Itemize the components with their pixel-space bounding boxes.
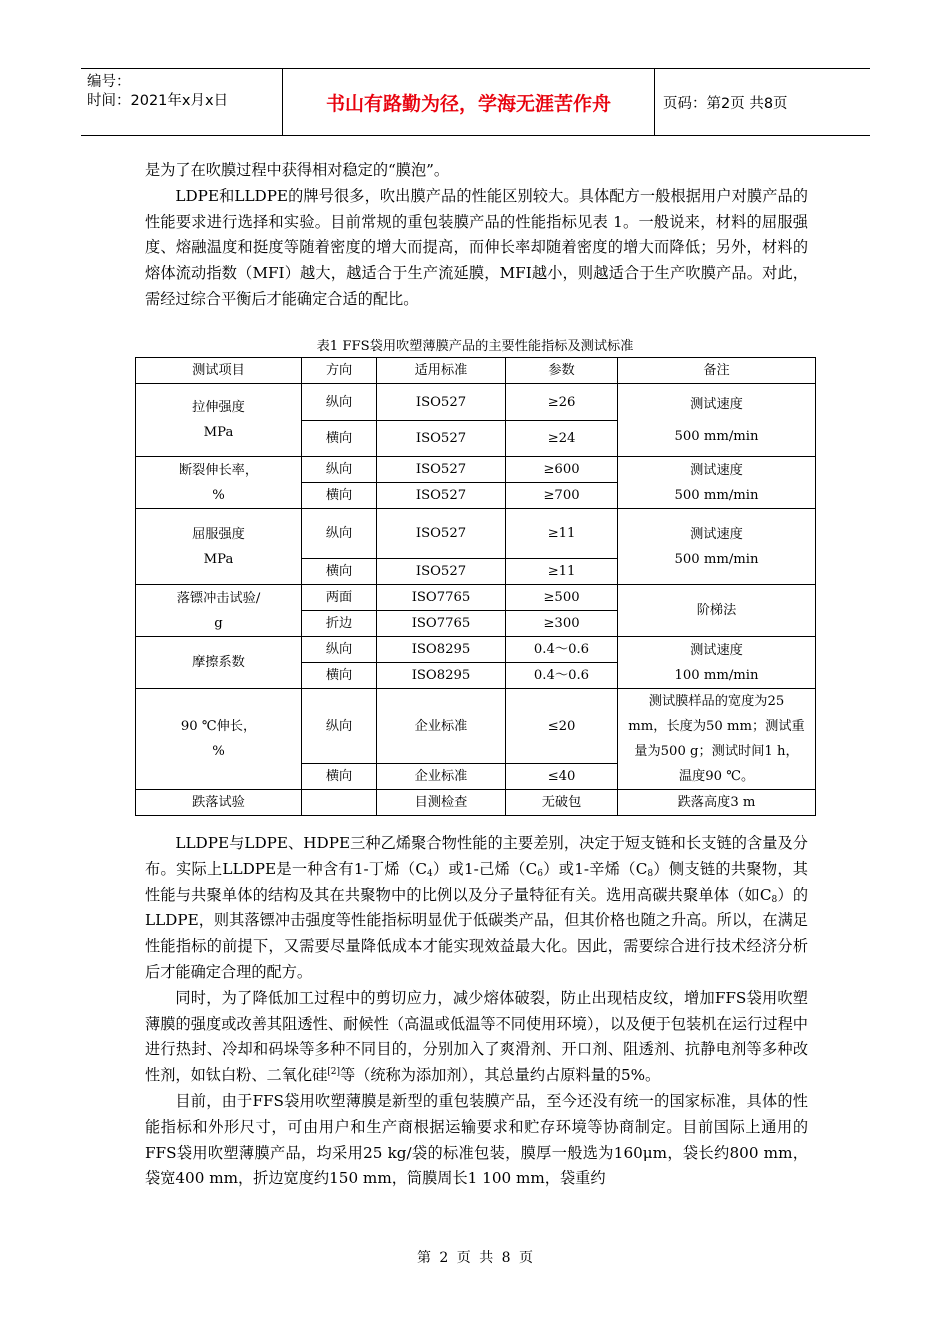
spec-table xyxy=(135,357,816,816)
note-line: mm，长度为50 mm；测试重 xyxy=(628,719,805,734)
note-line: 100 mm/min xyxy=(674,667,759,683)
table-cell: 纵向 xyxy=(302,384,377,421)
table-header-cell: 方向 xyxy=(302,358,377,384)
table-caption: 表1 FFS袋用吹塑薄膜产品的主要性能指标及测试标准 xyxy=(316,339,634,354)
table-cell-item xyxy=(136,689,302,790)
table-row xyxy=(136,457,816,483)
note-line: 500 mm/min xyxy=(674,551,759,567)
header-motto: 书山有路勤为径，学海无涯苦作舟 xyxy=(283,69,655,135)
table-cell: ISO527 xyxy=(377,457,506,483)
table-header-cell: 测试项目 xyxy=(136,358,302,384)
table-row xyxy=(136,689,816,764)
paragraph: 是为了在吹膜过程中获得相对稳定的“膜泡”。 xyxy=(145,161,450,179)
table-row xyxy=(136,384,816,421)
item-unit: MPa xyxy=(203,425,234,440)
table-cell: 无破包 xyxy=(506,790,618,816)
table-cell: 横向 xyxy=(302,559,377,585)
table-cell: ≥700 xyxy=(506,483,618,509)
text-run: LLDPE与LDPE、HDPE三种乙烯聚合物性能的主要差别，决定于短支链和长支链的含量及分布。实际上LLDPE是一种含有1-丁烯（C xyxy=(145,834,808,878)
table-cell: 企业标准 xyxy=(377,764,506,790)
header-page-info: 页码：第2页 共8页 xyxy=(663,95,788,112)
item-line: 拉伸强度 xyxy=(192,400,245,415)
table-cell: ISO527 xyxy=(377,384,506,421)
table-row xyxy=(136,585,816,611)
table-row xyxy=(136,637,816,663)
body-text-bottom xyxy=(145,831,808,1192)
table-cell: ≥24 xyxy=(506,421,618,457)
table-cell: 纵向 xyxy=(302,509,377,559)
table-cell: ISO527 xyxy=(377,559,506,585)
table-cell: ≤20 xyxy=(506,689,618,764)
item-line: 落镖冲击试验/ xyxy=(176,590,261,606)
item-unit: % xyxy=(212,744,225,759)
note-line: 测试膜样品的宽度为25 xyxy=(648,694,785,709)
table-header-cell: 备注 xyxy=(618,358,816,384)
table-cell: ISO8295 xyxy=(377,663,506,689)
note-line: 测试速度 xyxy=(690,642,743,658)
item-line: 断裂伸长率， xyxy=(178,462,259,478)
subscript: 8 xyxy=(647,868,654,879)
text-run: ）或1-辛烯（C xyxy=(542,859,648,878)
document-number-label: 编号： xyxy=(87,74,131,90)
table-cell-item xyxy=(136,585,302,637)
item-unit: MPa xyxy=(203,551,234,567)
table-cell: 横向 xyxy=(302,483,377,509)
table-cell: 目测检查 xyxy=(377,790,506,816)
table-cell: ≤40 xyxy=(506,764,618,790)
paragraph: LDPE和LLDPE的牌号很多，吹出膜产品的性能区别较大。具体配方一般根据用户对膜产品的性能要求进行选择和实验。目前常规的重包装膜产品的性能指标见表 1。一般说来，材料的屈服强度、熔融温度和挺度等随着密度的增大而提高，而伸长率却随着密度的增大而降低；另外，材料的熔体流动指数（MFI）越大，越适合于生产流延膜，MFI越小，则越适合于生产吹膜产品。对此，需经过综合平衡后才能确定合适的配比。 xyxy=(145,186,808,308)
note-line: 500 mm/min xyxy=(674,428,759,444)
table-row xyxy=(136,790,816,816)
body-text-top xyxy=(145,158,808,313)
note-line: 量为500 g；测试时间1 h， xyxy=(634,744,799,759)
table-cell-note xyxy=(618,637,816,689)
table-cell: ISO8295 xyxy=(377,637,506,663)
table-cell-item xyxy=(136,384,302,457)
table-cell: 折边 xyxy=(302,611,377,637)
table-cell: 横向 xyxy=(302,764,377,790)
table-cell: ISO527 xyxy=(377,509,506,559)
table-cell: ≥26 xyxy=(506,384,618,421)
subscript: 6 xyxy=(537,868,543,879)
document-date: 时间：2021年x月x日 xyxy=(87,93,229,109)
table-cell-item xyxy=(136,509,302,585)
table-cell-note: 阶梯法 xyxy=(618,585,816,637)
table-cell: 纵向 xyxy=(302,457,377,483)
table-cell: 横向 xyxy=(302,663,377,689)
note-line: 测试速度 xyxy=(690,526,743,542)
table-cell: 两面 xyxy=(302,585,377,611)
table-cell-note xyxy=(618,689,816,790)
text-run: 等（统称为添加剂），其总量约占原料量的5%。 xyxy=(340,1066,661,1085)
table-cell: 纵向 xyxy=(302,637,377,663)
table-cell: 横向 xyxy=(302,421,377,457)
note-line: 测试速度 xyxy=(690,396,743,412)
note-line: 温度90 ℃。 xyxy=(678,769,755,784)
page-header xyxy=(81,68,870,136)
table-cell-item: 跌落试验 xyxy=(136,790,302,816)
table-cell: ≥500 xyxy=(506,585,618,611)
table-cell: 0.4～0.6 xyxy=(506,637,618,663)
citation-ref: [2] xyxy=(327,1067,340,1078)
table-cell: ≥11 xyxy=(506,509,618,559)
table-cell xyxy=(302,790,377,816)
note-line: 测试速度 xyxy=(690,462,743,478)
paragraph xyxy=(145,986,808,1089)
page-number: 第 2 页 共 8 页 xyxy=(416,1250,534,1266)
table-cell-item: 摩擦系数 xyxy=(136,637,302,689)
text-run: ）或1-己烯（C xyxy=(432,859,538,878)
table-cell: ISO527 xyxy=(377,421,506,457)
note-line: 500 mm/min xyxy=(674,487,759,503)
table-row xyxy=(136,509,816,559)
text-run: ）侧支链的共聚物，其性能与共聚单体的结构及其在共聚物中的比例以及分子量特征有关。选用高碳共聚单体（如C xyxy=(145,859,808,904)
table-cell: ISO7765 xyxy=(377,585,506,611)
text-run: ）的LLDPE，则其落镖冲击强度等性能指标明显优于低碳类产品，但其价格也随之升高。所以，在满足性能指标的前提下，又需要尽量降低成本才能实现效益最大化。因此，需要综合进行技术经济分析后才能确定合理的配方。 xyxy=(145,885,809,981)
table-cell-note xyxy=(618,509,816,585)
table-cell-note xyxy=(618,384,816,457)
paragraph xyxy=(145,831,808,986)
table-cell: ≥600 xyxy=(506,457,618,483)
subscript: 4 xyxy=(427,868,433,879)
item-unit: g xyxy=(214,615,223,631)
subscript: 8 xyxy=(771,894,778,905)
table-cell-note: 跌落高度3 m xyxy=(618,790,816,816)
table-cell: 企业标准 xyxy=(377,689,506,764)
table-cell-item xyxy=(136,457,302,509)
table-header-cell: 参数 xyxy=(506,358,618,384)
item-unit: % xyxy=(212,487,225,503)
header-meta xyxy=(81,69,283,135)
item-line: 90 ℃伸长， xyxy=(180,719,257,734)
paragraph: 目前，由于FFS袋用吹塑薄膜是新型的重包装膜产品，至今还没有统一的国家标准，具体的性能指标和外形尺寸，可由用户和生产商根据运输要求和贮存环境等协商制定。目前国际上通用的FFS袋用吹塑薄膜产品，均采用25 kg/袋的标准包装，膜厚一般选为160μm，袋长约800 mm，袋宽400 mm，折边宽度约150 mm，筒膜周长1 100 mm，袋重约 xyxy=(145,1091,808,1188)
table-cell: ISO7765 xyxy=(377,611,506,637)
table-cell: ≥11 xyxy=(506,559,618,585)
table-cell-note xyxy=(618,457,816,509)
table-cell: ISO527 xyxy=(377,483,506,509)
table-cell: ≥300 xyxy=(506,611,618,637)
table-cell: 纵向 xyxy=(302,689,377,764)
table-header-row xyxy=(136,358,816,384)
text-run: 同时，为了降低加工过程中的剪切应力，减少熔体破裂，防止出现桔皮纹，增加FFS袋用吹塑薄膜的强度或改善其阻透性、耐候性（高温或低温等不同使用环境），以及便于包装机在运行过程中进行热封、冷却和码垛等多种不同目的，分别加入了爽滑剂、开口剂、阻透剂、抗静电剂等多种改性剂，如钛白粉、二氧化硅 xyxy=(145,988,808,1085)
table-header-cell: 适用标准 xyxy=(377,358,506,384)
item-line: 屈服强度 xyxy=(192,526,245,542)
table-cell: 0.4～0.6 xyxy=(506,663,618,689)
